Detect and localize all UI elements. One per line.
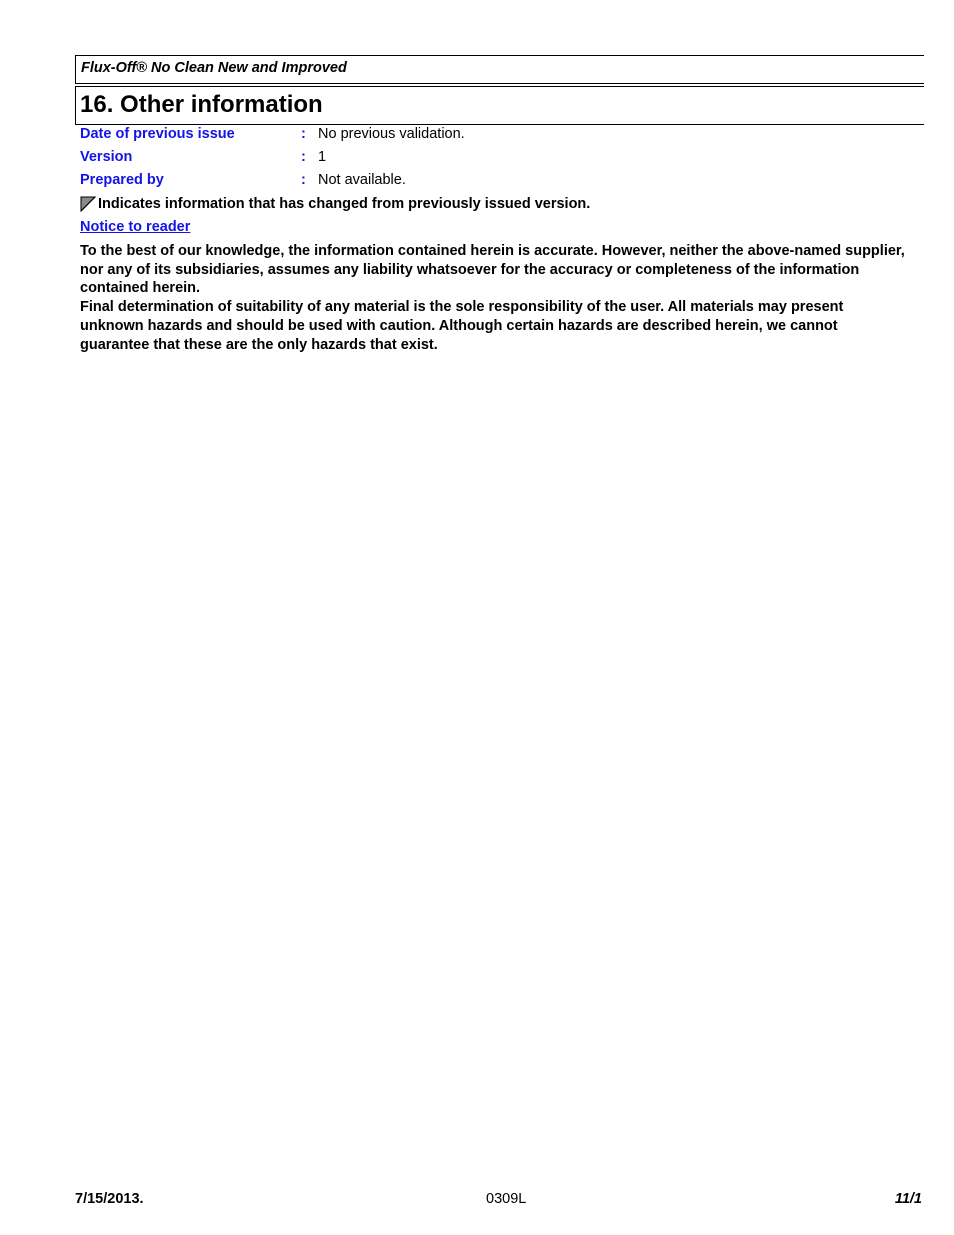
field-value: Not available. (318, 172, 406, 188)
field-value: 1 (318, 149, 327, 165)
notice-to-reader-link[interactable]: Notice to reader (80, 219, 191, 235)
change-marker-icon (80, 196, 96, 212)
field-colon: : (301, 172, 306, 188)
notice-paragraph: To the best of our knowledge, the information contained herein is accurate. However, neither the above-named supplier, nor any of its subsidiaries, assumes any liability whatsoever for the accuracy or completeness of the information contained herein. (80, 243, 905, 297)
footer-page-number: 11/1 (894, 1191, 922, 1207)
field-value: No previous validation. (318, 126, 465, 142)
footer-date: 7/15/2013. (75, 1191, 144, 1207)
notice-body (80, 242, 910, 354)
notice-paragraph: Final determination of suitability of any material is the sole responsibility of the user. All materials may present unknown hazards and should be used with caution. Although certain hazards are described herein, we cannot guarantee that these are the only hazards that exist. (80, 299, 844, 353)
change-indicator-note (80, 196, 590, 212)
field-colon: : (301, 149, 306, 165)
footer-document-code: 0309L (486, 1191, 527, 1207)
change-note-text: Indicates information that has changed from previously issued version. (98, 196, 591, 212)
product-name: Flux-Off® No Clean New and Improved (81, 60, 347, 76)
field-colon: : (301, 126, 306, 142)
product-header-bar (75, 55, 924, 84)
field-label: Prepared by (80, 172, 164, 188)
field-label: Version (80, 149, 133, 165)
field-label: Date of previous issue (80, 126, 235, 142)
section-header-bar (75, 86, 924, 125)
section-title: 16. Other information (80, 91, 323, 118)
